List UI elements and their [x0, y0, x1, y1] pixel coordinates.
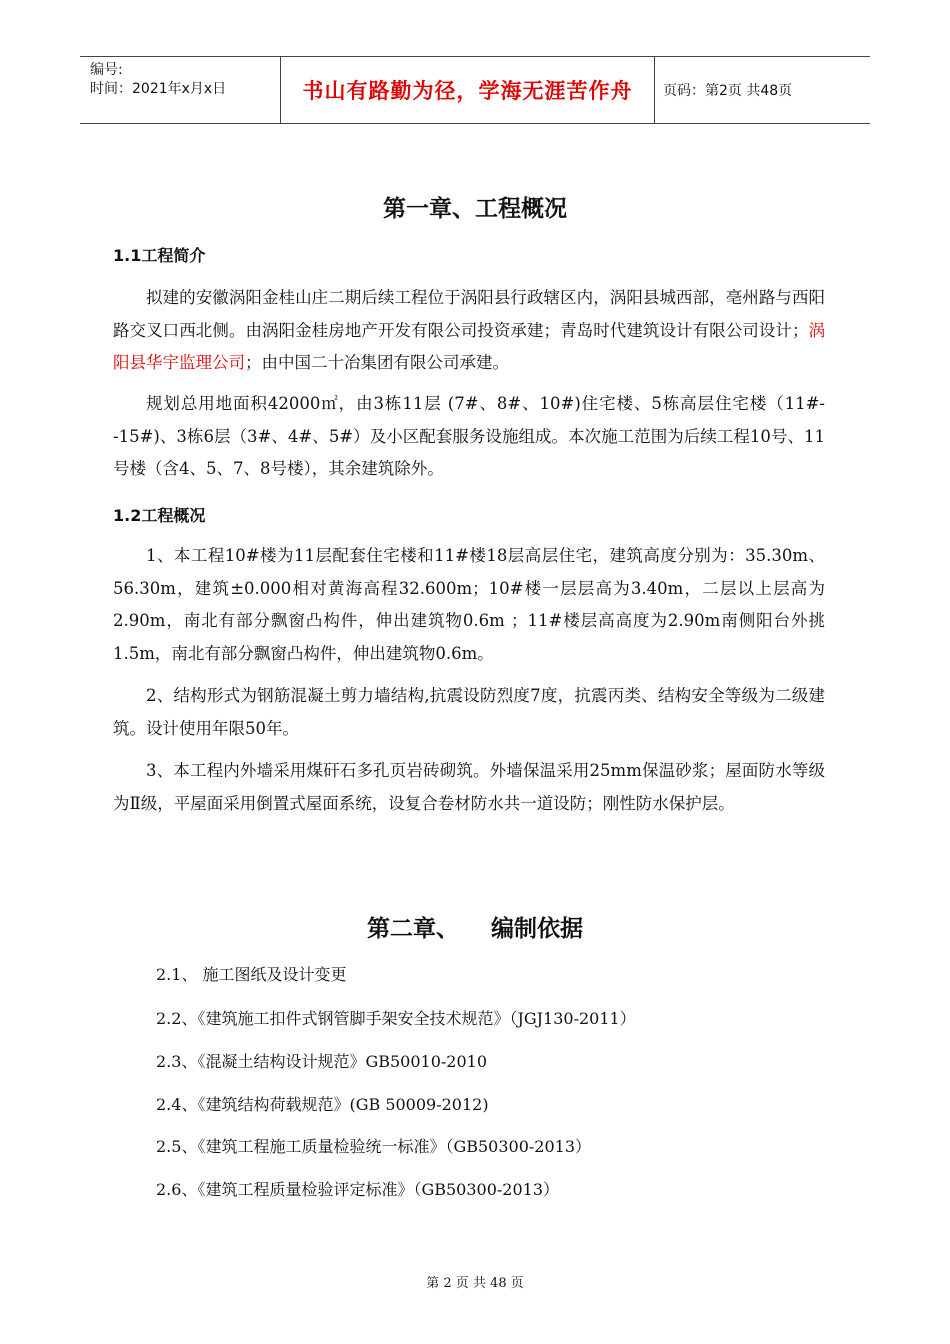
section-1-2-paragraph-2: 2、结构形式为钢筋混凝土剪力墙结构,抗震设防烈度7度，抗震丙类、结构安全等级为二级建筑。设计使用年限50年。 [113, 686, 825, 738]
reference-item: 2.6、《建筑工程质量检验评定标准》（GB50300-2013） [156, 1180, 560, 1199]
section-1-1-paragraph-2: 规划总用地面积42000㎡，由3栋11层 (7#、8#、10#)住宅楼、5栋高层住宅楼（11#--15#)、3栋6层（3#、4#、5#）及小区配套服务设施组成。本次施工范围为后续工程10号、11号楼（含4、5、7、8号楼），其余建筑除外。 [113, 394, 825, 478]
document-number-label: 编号: [90, 62, 123, 78]
paragraph-text: ；由中国二十冶集团有限公司承建。 [245, 353, 509, 372]
reference-item: 2.5、《建筑工程施工质量检验统一标准》（GB50300-2013） [156, 1137, 592, 1156]
header-page-info: 页码：第2页 共48页 [663, 83, 793, 99]
chapter-2-title-text: 第二章、 编制依据 [366, 916, 584, 942]
section-1-2-paragraph-1: 1、本工程10#楼为11层配套住宅楼和11#楼18层高层住宅，建筑高度分别为：35.30m、56.30m，建筑±0.000相对黄海高程32.600m；10#楼一层层高为3.40m，二层以上层高为2.90m，南北有部分飘窗凸构件，伸出建筑物0.6m ；11#楼层高高度为2.90m南侧阳台外挑1.5m，南北有部分飘窗凸构件，伸出建筑物0.6m。 [113, 546, 825, 663]
paragraph-text: 拟建的安徽涡阳金桂山庄二期后续工程位于涡阳县行政辖区内，涡阳县城西部，亳州路与西阳路交叉口西北侧。由涡阳金桂房地产开发有限公司投资承建；青岛时代建筑设计有限公司设计； [113, 288, 825, 340]
document-date: 时间：2021年x月x日 [90, 81, 227, 97]
supervisor-company-highlight: 涡阳县华宇监理公司 [113, 320, 826, 372]
reference-item: 2.4、《建筑结构荷载规范》(GB 50009-2012) [156, 1095, 489, 1114]
section-1-1-title: 1.1工程简介 [113, 246, 206, 265]
reference-item: 2.1、 施工图纸及设计变更 [156, 965, 347, 984]
section-1-2-paragraph-3: 3、本工程内外墙采用煤矸石多孔页岩砖砌筑。外墙保温采用25mm保温砂浆；屋面防水等级为Ⅱ级，平屋面采用倒置式屋面系统，设复合卷材防水共一道设防；刚性防水保护层。 [113, 761, 825, 813]
header-motto: 书山有路勤为径，学海无涯苦作舟 [281, 57, 655, 123]
page-footer: 第 2 页 共 48 页 [426, 1276, 524, 1291]
page-header [80, 56, 870, 124]
header-meta [80, 57, 281, 123]
reference-item: 2.3、《混凝土结构设计规范》GB50010-2010 [156, 1052, 488, 1071]
section-1-2-title: 1.2工程概况 [113, 506, 206, 525]
chapter-1-title: 第一章、工程概况 [383, 196, 567, 222]
section-1-1-paragraph-1 [113, 282, 825, 380]
chapter-2-title [0, 910, 950, 943]
reference-item: 2.2、《建筑施工扣件式钢管脚手架安全技术规范》（JGJ130-2011） [156, 1009, 636, 1028]
